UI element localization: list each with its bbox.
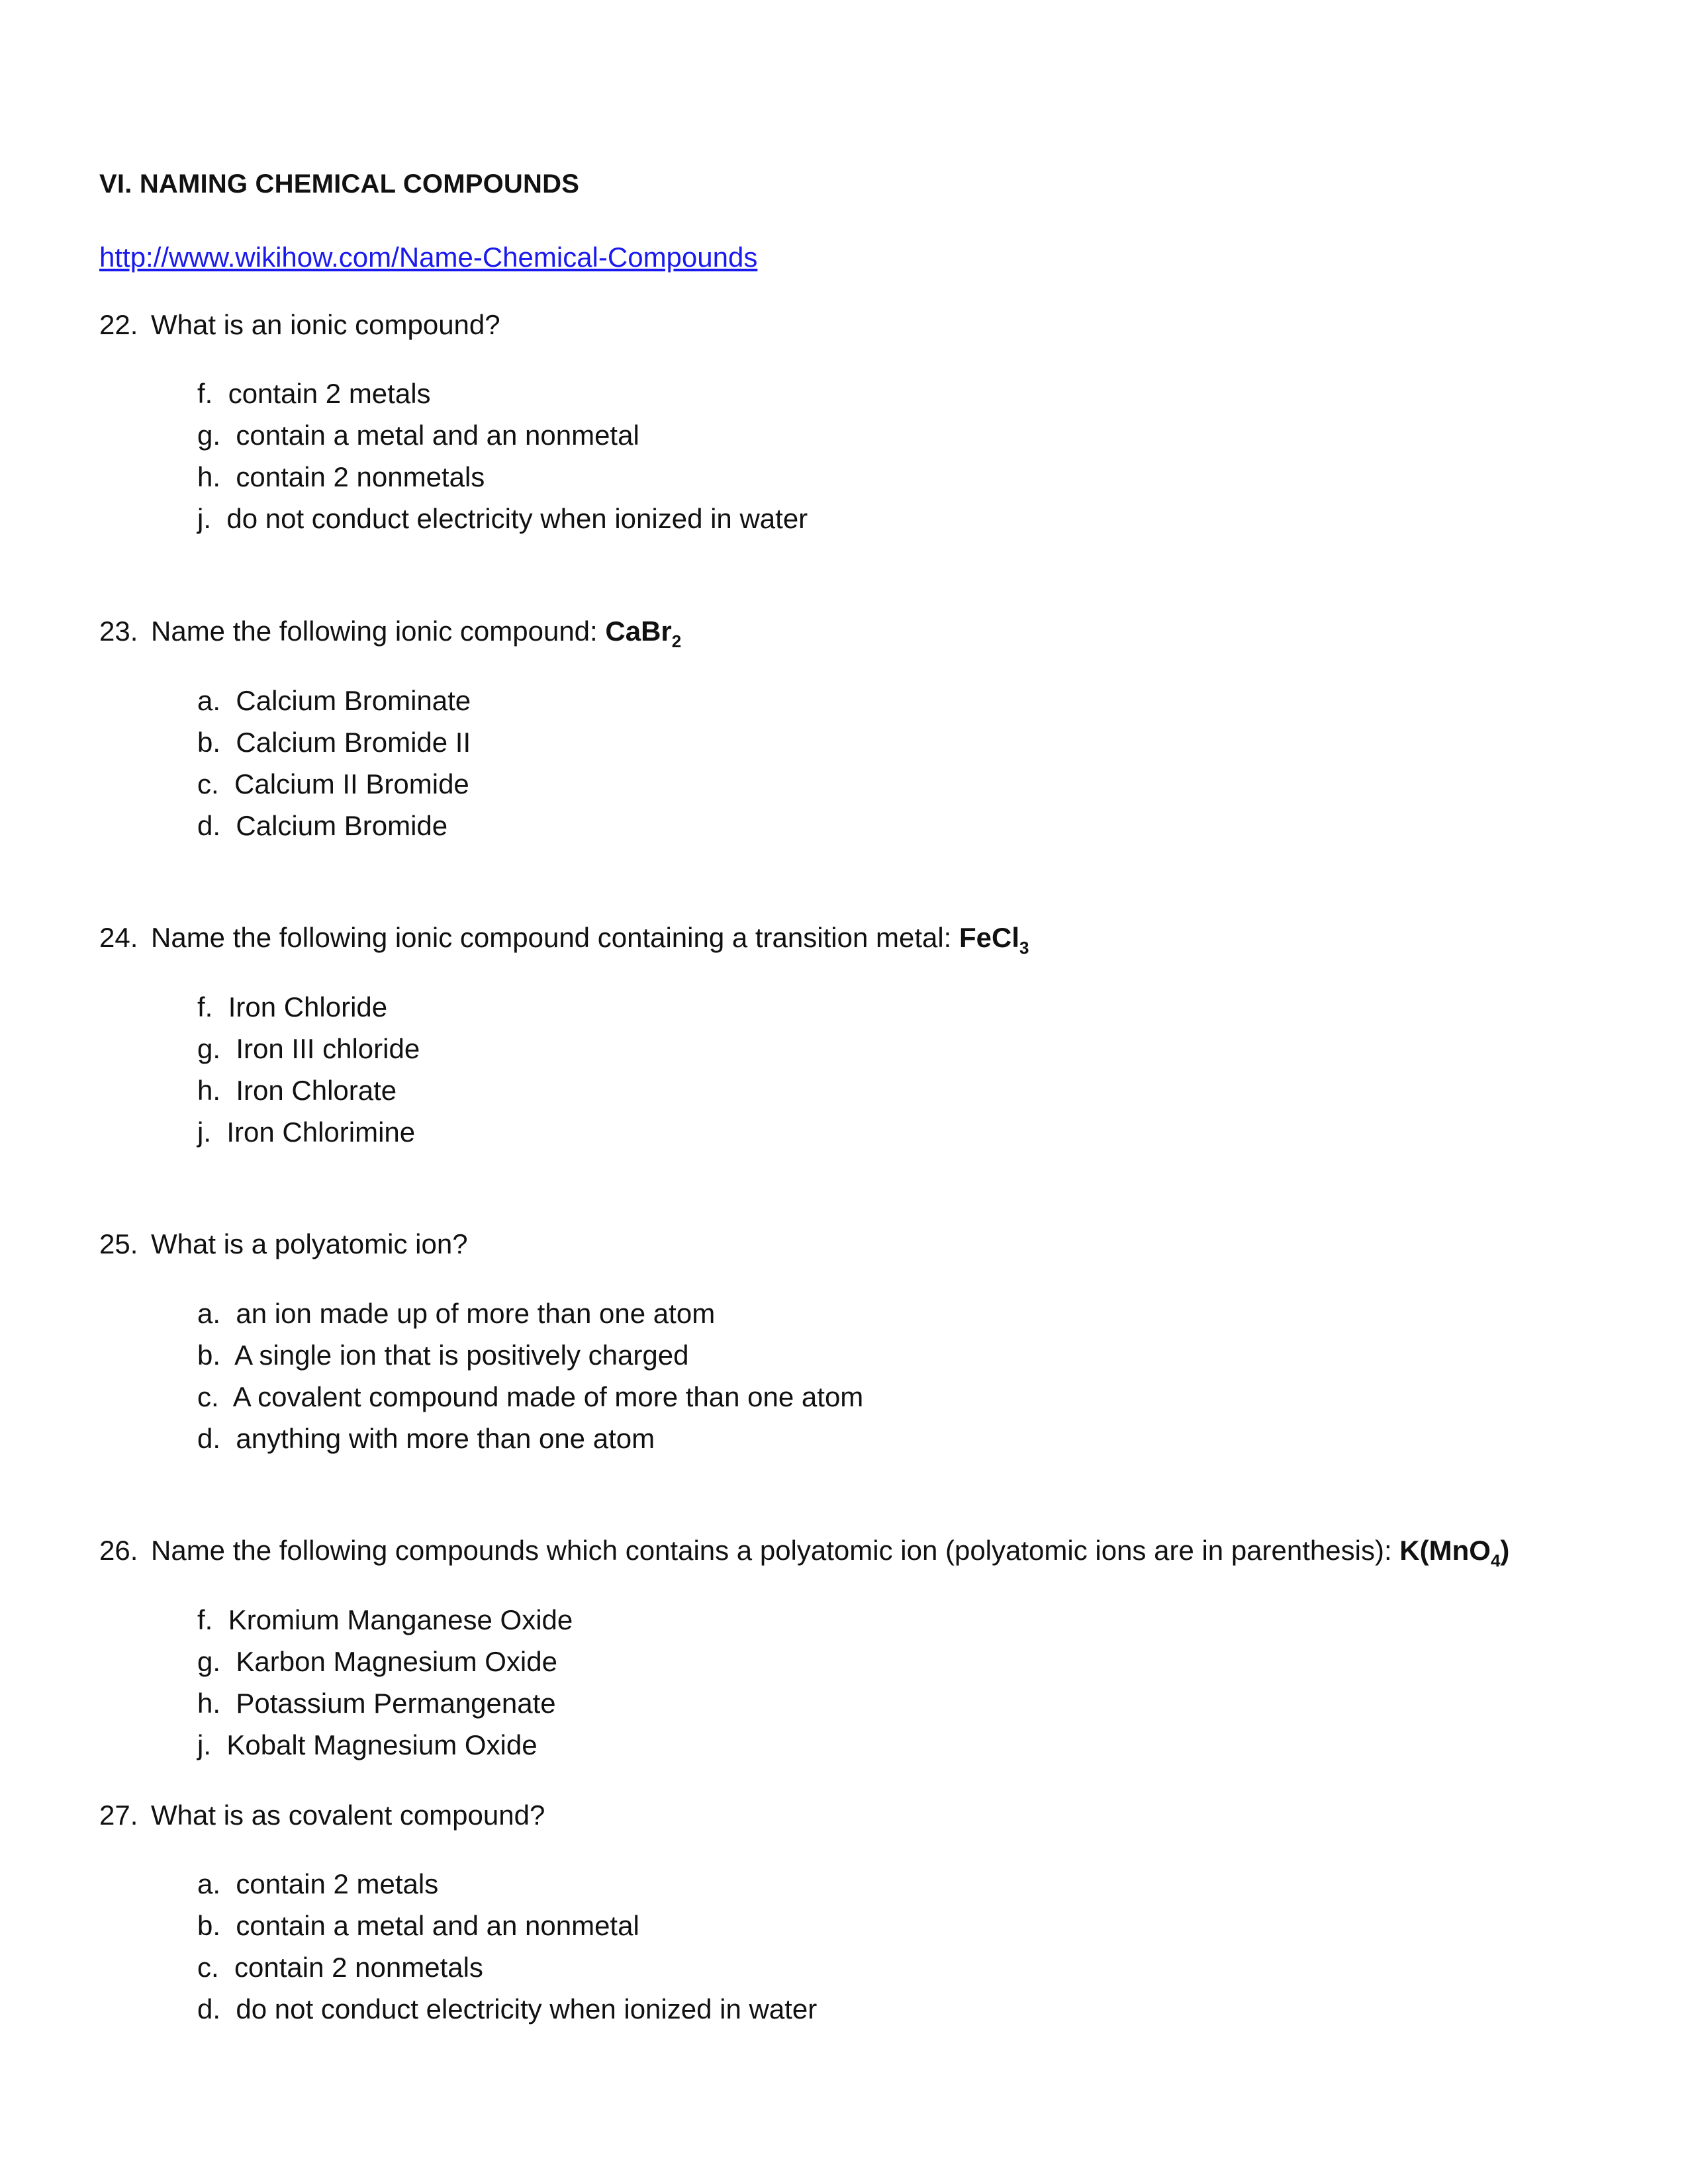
option-letter: d.: [197, 1423, 221, 1454]
option-text: contain 2 metals: [228, 378, 431, 409]
question-26: [99, 1535, 1510, 1570]
option-text: an ion made up of more than one atom: [236, 1298, 716, 1329]
question-number: 22.: [99, 309, 138, 340]
chemical-formula: [605, 615, 682, 651]
option-23-b[interactable]: [197, 726, 471, 768]
chemical-formula: [1399, 1535, 1510, 1570]
formula-base: CaBr: [605, 615, 672, 647]
option-text: Karbon Magnesium Oxide: [236, 1646, 557, 1677]
options-25: [197, 1297, 863, 1464]
option-letter: j.: [197, 1729, 211, 1760]
option-letter: a.: [197, 1868, 221, 1899]
question-text: Name the following ionic compound containing a transition metal:: [151, 922, 960, 953]
option-letter: a.: [197, 685, 221, 716]
options-27: [197, 1868, 817, 2034]
question-text: Name the following ionic compound:: [151, 615, 606, 647]
option-24-g[interactable]: [197, 1032, 420, 1074]
option-letter: c.: [197, 768, 219, 799]
option-text: Iron Chlorate: [236, 1075, 397, 1106]
option-letter: f.: [197, 991, 213, 1023]
question-23: [99, 615, 682, 651]
question-27: [99, 1799, 545, 1831]
option-22-f[interactable]: [197, 377, 808, 419]
option-text: do not conduct electricity when ionized in water: [236, 1993, 818, 2025]
option-27-a[interactable]: [197, 1868, 817, 1909]
question-24: [99, 922, 1029, 958]
formula-base: K(MnO: [1399, 1535, 1491, 1566]
formula-subscript: 2: [671, 631, 682, 651]
option-26-h[interactable]: [197, 1687, 573, 1729]
option-text: Calcium Bromide II: [236, 727, 471, 758]
option-text: do not conduct electricity when ionized in water: [226, 503, 808, 534]
chemical-formula: [959, 922, 1029, 958]
option-text: contain 2 metals: [236, 1868, 439, 1899]
option-26-j[interactable]: [197, 1729, 573, 1770]
formula-tail: ): [1500, 1535, 1510, 1566]
option-22-h[interactable]: [197, 461, 808, 502]
option-letter: c.: [197, 1952, 219, 1983]
option-23-d[interactable]: [197, 809, 471, 851]
option-text: Iron Chlorimine: [226, 1116, 416, 1148]
option-26-f[interactable]: [197, 1604, 573, 1645]
option-26-g[interactable]: [197, 1645, 573, 1687]
option-27-c[interactable]: [197, 1951, 817, 1993]
option-text: Iron Chloride: [228, 991, 388, 1023]
option-letter: a.: [197, 1298, 221, 1329]
question-number: 24.: [99, 922, 138, 953]
option-25-b[interactable]: [197, 1339, 863, 1381]
option-text: contain a metal and an nonmetal: [236, 1910, 639, 1941]
option-23-a[interactable]: [197, 684, 471, 726]
option-text: Kobalt Magnesium Oxide: [226, 1729, 538, 1760]
option-letter: j.: [197, 1116, 211, 1148]
option-25-c[interactable]: [197, 1381, 863, 1422]
option-text: Iron III chloride: [236, 1033, 420, 1064]
option-text: A covalent compound made of more than one atom: [232, 1381, 864, 1412]
option-27-b[interactable]: [197, 1909, 817, 1951]
option-letter: h.: [197, 1688, 221, 1719]
option-text: contain 2 nonmetals: [236, 461, 485, 492]
options-22: [197, 377, 808, 544]
option-letter: c.: [197, 1381, 219, 1412]
options-23: [197, 684, 471, 851]
option-text: Potassium Permangenate: [236, 1688, 556, 1719]
option-24-j[interactable]: [197, 1116, 420, 1158]
options-24: [197, 991, 420, 1158]
option-22-j[interactable]: [197, 502, 808, 544]
option-text: anything with more than one atom: [236, 1423, 655, 1454]
option-letter: f.: [197, 1604, 213, 1635]
option-25-a[interactable]: [197, 1297, 863, 1339]
option-text: A single ion that is positively charged: [234, 1340, 689, 1371]
option-text: Calcium Brominate: [236, 685, 471, 716]
option-24-h[interactable]: [197, 1074, 420, 1116]
option-letter: f.: [197, 378, 213, 409]
option-letter: h.: [197, 461, 221, 492]
option-text: contain 2 nonmetals: [234, 1952, 483, 1983]
formula-subscript: 3: [1019, 938, 1029, 958]
option-text: Kromium Manganese Oxide: [228, 1604, 573, 1635]
question-text: Name the following compounds which contains a polyatomic ion (polyatomic ions are in parenthesis):: [151, 1535, 1400, 1566]
option-letter: g.: [197, 1646, 221, 1677]
options-26: [197, 1604, 573, 1770]
option-text: Calcium II Bromide: [234, 768, 469, 799]
option-text: contain a metal and an nonmetal: [236, 420, 639, 451]
question-22: [99, 309, 500, 341]
question-text: What is a polyatomic ion?: [151, 1228, 468, 1259]
option-letter: b.: [197, 1340, 221, 1371]
option-22-g[interactable]: [197, 419, 808, 461]
option-text: Calcium Bromide: [236, 810, 448, 841]
section-title: VI. NAMING CHEMICAL COMPOUNDS: [99, 169, 580, 199]
question-25: [99, 1228, 468, 1260]
option-letter: g.: [197, 1033, 221, 1064]
option-letter: j.: [197, 503, 211, 534]
option-24-f[interactable]: [197, 991, 420, 1032]
formula-subscript: 4: [1490, 1551, 1501, 1570]
option-27-d[interactable]: [197, 1993, 817, 2034]
question-number: 27.: [99, 1799, 138, 1831]
option-letter: d.: [197, 810, 221, 841]
question-number: 23.: [99, 615, 138, 647]
question-text: What is as covalent compound?: [151, 1799, 545, 1831]
question-text: What is an ionic compound?: [151, 309, 500, 340]
option-letter: g.: [197, 420, 221, 451]
formula-base: FeCl: [959, 922, 1020, 953]
question-number: 25.: [99, 1228, 138, 1259]
option-letter: h.: [197, 1075, 221, 1106]
option-letter: b.: [197, 727, 221, 758]
option-letter: d.: [197, 1993, 221, 2025]
option-letter: b.: [197, 1910, 221, 1941]
reference-link[interactable]: http://www.wikihow.com/Name-Chemical-Compounds: [99, 242, 758, 273]
option-25-d[interactable]: [197, 1422, 863, 1464]
option-23-c[interactable]: [197, 768, 471, 809]
question-number: 26.: [99, 1535, 138, 1566]
